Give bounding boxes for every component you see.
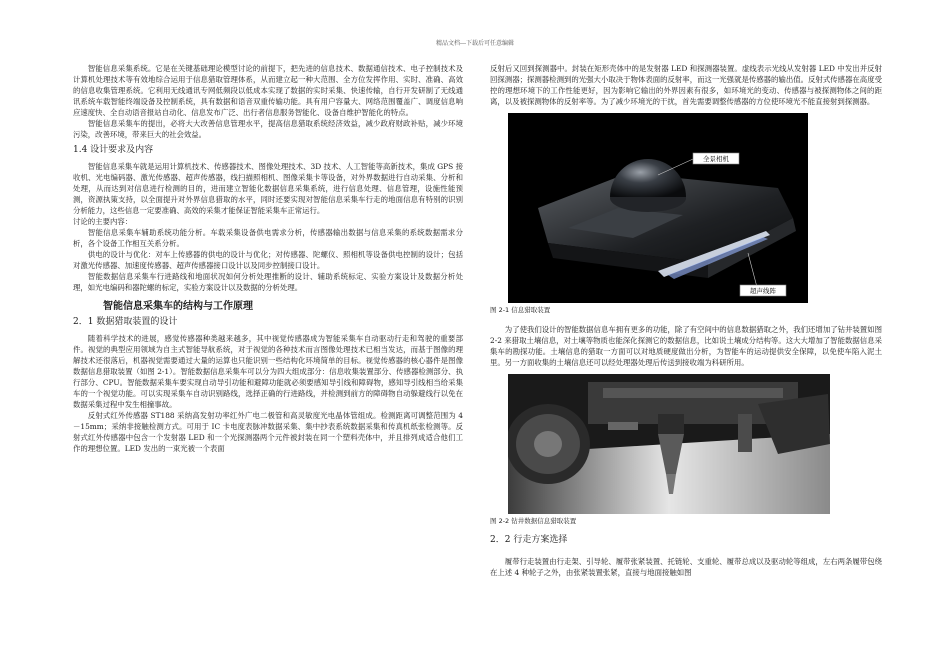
left-column: [73, 63, 463, 454]
paragraph: 智能信息采集车辅助系统功能分析。车载采集设备供电需求分析，传感器输出数据与信息采集的系统数据需求分析，各个设备工作相互关系分析。: [73, 228, 463, 248]
paragraph: 反射式红外传感器 ST188 采纳高发射功率红外广电二极管和高灵敏度光电晶体管组成。检测距离可调整范围为 4－15mm；采纳非接触检测方式。可用于 IC 卡电度表脉冲数据采集、集中抄表系统数据采集和传真机纸张检测等。反射式红外传感器中包含一个发射器 LED 和一个光探测器两个元件被封装在同一个塑料壳体中，并且排列成适合他们工作的理想位置。LED 发出的一束光被一个表面: [73, 411, 463, 453]
figure-label-panorama-camera: 全景相机: [703, 155, 729, 163]
figure-2-1-caption: 图 2-1 信息猎取装置: [490, 306, 551, 314]
paragraph: 智能信息采集系统。它是在关键基础理论模型讨论的前提下，把先进的信息技术、数据通信技术、电子控制技术及计算机处理技术等有效地综合运用于信息猎取管理体系，从而建立起一种大范围、全方位发挥作用、实时、准确、高效的信息收集管理系统。它利用无线通讯专网低频段以低成本实现了数据的实时采集、快速传输，自行开发研制了无线通讯系统车载智能终端设备及控制系统，具有数据和语音双重传输功能。具有用户容量大、网络范围覆盖广、调度信息响应速度快、全自动语音报站自动化、信息发布广泛、出行者信息服务智能化、设备自维护智能化的特点。: [73, 64, 463, 117]
section-heading-2-1: 2．1 数据猎取装置的设计: [73, 317, 178, 327]
section-heading-1-4: 1.4 设计要求及内容: [73, 145, 154, 155]
right-column: [490, 63, 882, 578]
figure-2-1-image: [508, 113, 808, 303]
paragraph: 为了使我们设计的智能数据信息车拥有更多的功能，除了有空间中的信息数据猎取之外，我们还增加了钻井装置如图 2-2 来猎取土壤信息，对土壤等物质也能深化探测它的数据信息，比如说土壤成分结构等。这大大增加了智能数据信息采集车的勘探功能。土壤信息的猎取一方面可以对地质硬度做出分析，为智能车的运动提供安全保障，以免使车陷入泥土里。另一方面收集的土壤信息还可以经处理器处理后传送到接收端为科研所用。: [490, 325, 882, 367]
paragraph: 反射后又回到探测器中。封装在矩形壳体中的是发射器 LED 和探测器装置。虚线表示光线从发射器 LED 中发出并反射回探测器；探测器检测到的光强大小取决于物体表面的反射率，而这一光强就是传感器的输出值。反射式传感器在高度受控的理想环境下的工作性能更好，因为影响它输出的外界因素有很多，如环境光的变动、传感器与被探测物体之间的距离，以及被探测物体的反射率等。为了减少环境光的干扰，首先需要调整传感器的方位使环境光不能直接射到探测器。: [490, 64, 882, 106]
section-heading-2-2: 2．2 行走方案选择: [490, 535, 568, 545]
figure-label-ultrasonic-array: 超声线阵: [750, 287, 776, 295]
paragraph: 供电的设计与优化：对车上传感器的供电的设计与优化；对传感器、陀螺仪、照相机等设备供电控制的设计；包括对激光传感器、加速度传感器、超声传感器接口设计以及同步控制接口设计。: [73, 250, 463, 270]
paragraph: 讨论的主要内容：: [73, 217, 133, 226]
paragraph: 履带行走装置由行走架、引导轮、履带张紧装置、托链轮、支重轮、履带总成以及驱动轮等组成，左右两条履带包绕在上述 4 种轮子之外，由张紧装置张紧，直接与地面接触如图: [490, 557, 882, 577]
paragraph: 智能信息采集车就是运用计算机技术、传感器技术、图像处理技术、3D 技术、人工智能等高新技术，集成 GPS 接收机、光电编码器、激光传感器、超声传感器，线扫描照相机、图像采集卡等设备，对外界数据进行自动采集、分析和处理，从而达到对信息进行检测的目的，进而建立智能化数据信息采集系统，进行信息处理、信息管理，设施性能预测，资源执策支持，以全面提升对外界信息猎取的水平，同时还要实现对智能信息采集车行走的地面信息有特别的识别分析能力，这些信息一定要准确、高效的采集才能保证智能采集车正常运行。: [73, 162, 463, 215]
paragraph: 随着科学技术的进展，感觉传感器种类越来越多，其中视觉传感器成为智能采集车自动驱动行走和驾驶的重要部件。视觉的典型应用领域为自主式智能导航系统，对于视觉的各种技术而言图像处理技术已相当发达，而基于图像的理解技术还很落后，机器视觉需要通过大量的运算也只能识别一些结构化环境简单的目标。视觉传感器的核心器件是图像数据信息猎取装置（如图 2-1）。智能数据信息采集车可以分为四大组成部分：信息收集装置部分、传感器检测部分、执行部分、CPU。智能数据采集车要实现自动导引功能和避障功能就必须要感知导引线和障碍物，感知导引线相当给采集车的一个视觉功能。可以实现采集车自动识别路线，选择正确的行进路线，并检测到前方的障碍物自动躲避线行以免在数据采集过程中发生相撞事故。: [73, 334, 463, 409]
figure-2-2-image: [508, 374, 830, 514]
paragraph: 智能数据信息采集车行进路线和地面状况如何分析处理推断的设计、辅助系统标定、实验方案设计及数据分析处理，如光电编码和器陀螺的标定，实验方案设计以及数据的分析处理。: [73, 272, 463, 292]
chapter-heading: 智能信息采集车的结构与工作原理: [103, 301, 253, 312]
figure-2-2-caption: 图 2-2 钻井数据信息猎取装置: [490, 517, 577, 525]
paragraph: 智能信息采集车的提出，必将大大改善信息管理水平，提高信息猎取系统经济效益，减少政府财政补贴，减少环境污染，改善环境，带来巨大的社会效益。: [73, 119, 463, 139]
page-header: 精品文档---下载后可任意编辑: [435, 40, 515, 47]
